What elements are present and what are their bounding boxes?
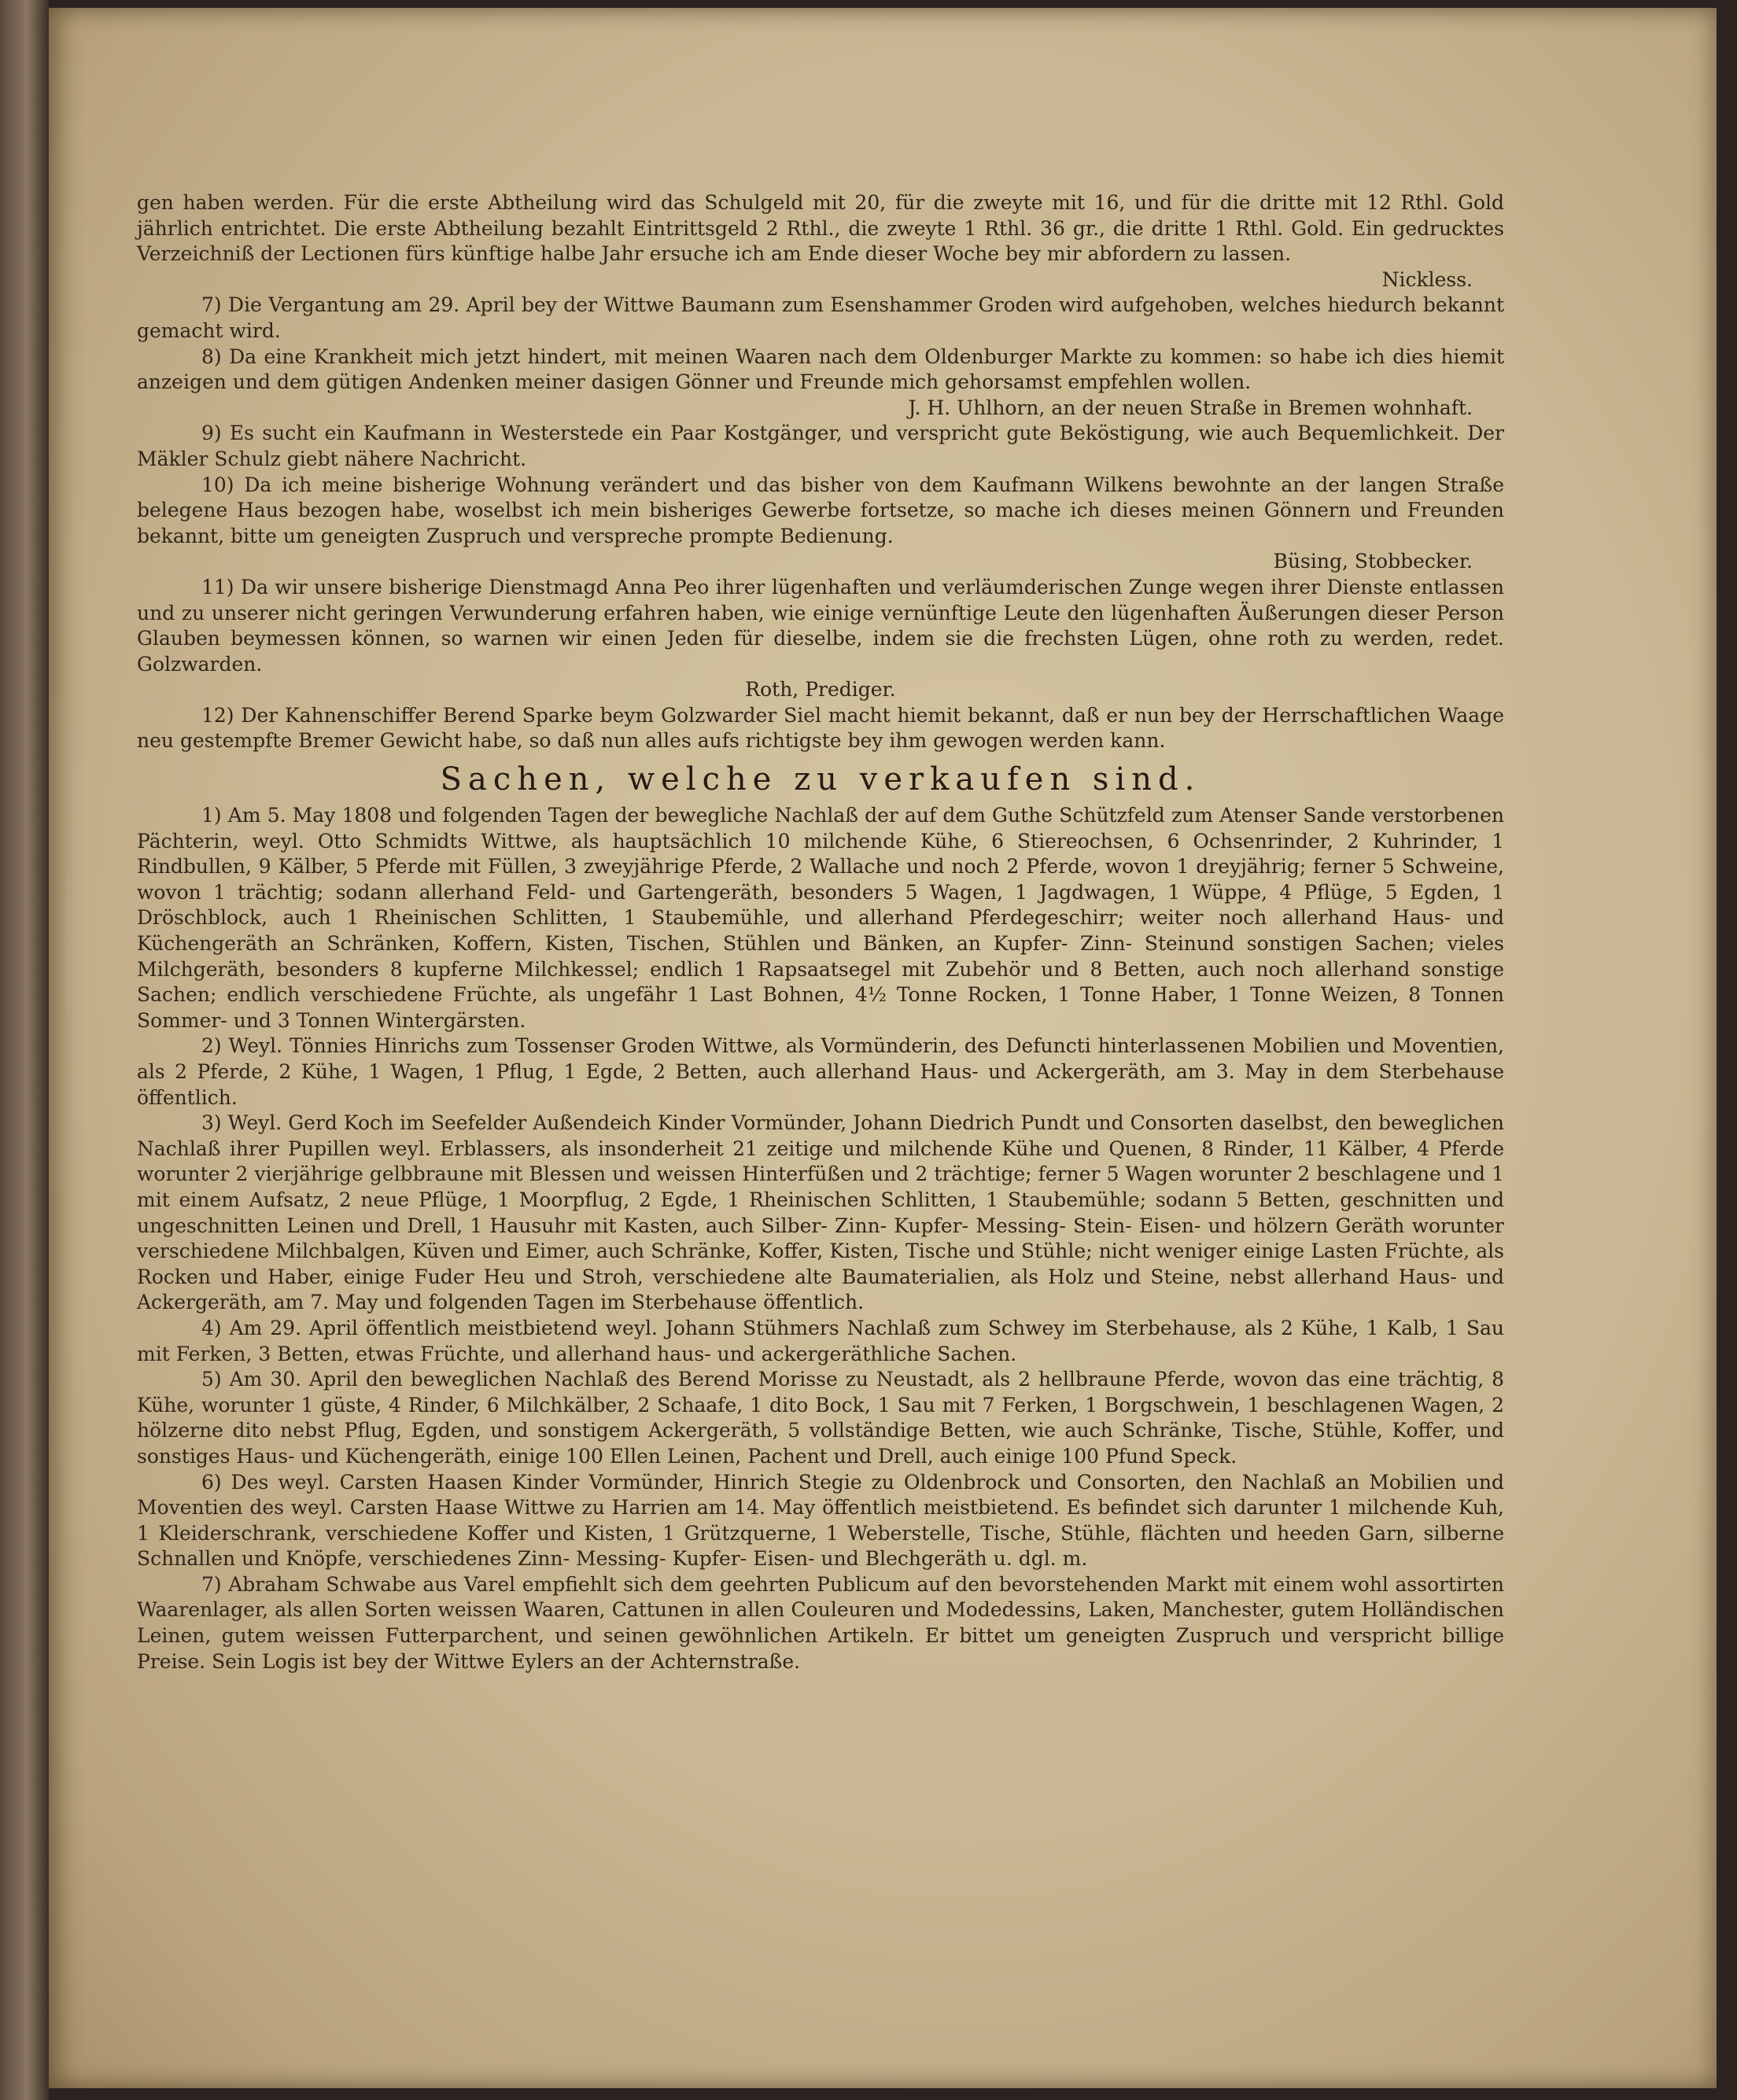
sale-item-7: 7) Abraham Schwabe aus Varel empfiehlt sich dem geehrten Publicum auf den bevorstehenden Markt mit einem wohl assortirten Waarenlager, als allen Sorten weissen Waaren, Cattunen in allen Couleuren und Modedessins, Laken, Manchester, gutem Holländischen Leinen, gutem weissen Futterparchent, und seinen gewöhnlichen Artikeln. Er bittet um geneigten Zuspruch und verspricht billige Preise. Sein Logis ist bey der Wittwe Eylers an der Achternstraße. [137,1572,1504,1673]
sale-item-3: 3) Weyl. Gerd Koch im Seefelder Außendeich Kinder Vormünder, Johann Diedrich Pundt und Consorten daselbst, den beweglichen Nachlaß ihrer Pupillen weyl. Erblassers, als insonderheit 21 zeitige und milchende Kühe und Quenen, 8 Rinder, 11 Kälber, 4 Pferde worunter 2 vierjährige gelbbraune mit Blessen und weissen Hinterfüßen und 2 trächtige; ferner 5 Wagen worunter 2 beschlagene und 1 mit einem Aufsatz, 2 neue Pflüge, 1 Moorpflug, 2 Egde, 1 Rheinischen Schlitten, 1 Staubemühle; sodann 5 Betten, geschnitten und ungeschnitten Leinen und Drell, 1 Hausuhr mit Kasten, auch Silber- Zinn- Kupfer- Messing- Stein- Eisen- und hölzern Geräth worunter verschiedene Milchbalgen, Küven und Eimer, auch Schränke, Koffer, Kisten, Tische und Stühle; nicht weniger einige Lasten Früchte, als Rocken und Haber, einige Fuder Heu und Stroh, verschiedene alte Baumaterialien, als Holz und Steine, nebst allerhand Haus- und Ackergeräth, am 7. May und folgenden Tagen im Sterbehause öffentlich. [137,1111,1504,1314]
signature-uhlhorn: J. H. Uhlhorn, an der neuen Straße in Bremen wohnhaft. [908,396,1473,419]
signature-buesing: Büsing, Stobbecker. [1273,550,1473,573]
left-page-edge [0,0,49,2100]
sale-item-2: 2) Weyl. Tönnies Hinrichs zum Tossenser Groden Wittwe, als Vormünderin, des Defuncti hinterlassenen Mobilien und Moventien, als 2 Pferde, 2 Kühe, 1 Wagen, 1 Pflug, 1 Egde, 2 Betten, auch allerhand Haus- und Ackergeräth, am 3. May in dem Sterbehause öffentlich. [137,1034,1504,1109]
section-heading: Sachen, welche zu verkaufen sind. [440,761,1201,798]
notice-12: 12) Der Kahnenschiffer Berend Sparke beym Golzwarder Siel macht hiemit bekannt, daß er nun bey der Herrschaftlichen Waage neu gestempfte Bremer Gewicht habe, so daß nun alles aufs richtigste bey ihm gewogen werden kann. [137,703,1504,753]
continuation-paragraph: gen haben werden. Für die erste Abtheilung wird das Schulgeld mit 20, für die zweyte mit 16, und für die dritte mit 12 Rthl. Gold jährlich entrichtet. Die erste Abtheilung bezahlt Eintrittsgeld 2 Rthl., die zweyte 1 Rthl. 36 gr., die dritte 1 Rthl. Gold. Ein gedrucktes Verzeichniß der Lectionen fürs künftige halbe Jahr ersuche ich am Ende dieser Woche bey mir abfordern zu lassen. [137,191,1504,266]
notice-11: 11) Da wir unsere bisherige Dienstmagd Anna Peo ihrer lügenhaften und verläumderischen Zunge wegen ihrer Dienste entlassen und zu unserer nicht geringen Verwunderung erfahren haben, wie einige vernünftige Leute den lügenhaften Äußerungen dieser Person Glauben beymessen können, so warnen wir einen Jeden für dieselbe, indem sie die frechsten Lügen, ohne roth zu werden, redet. Golzwarden. [137,575,1504,676]
signature-roth: Roth, Prediger. [745,678,896,702]
signature-nickless: Nickless. [1381,267,1473,291]
sale-item-1: 1) Am 5. May 1808 und folgenden Tagen der bewegliche Nachlaß der auf dem Guthe Schützfeld zum Atenser Sande verstorbenen Pächterin, weyl. Otto Schmidts Wittwe, als hauptsächlich 10 milchende Kühe, 6 Stiereochsen, 6 Ochsenrinder, 2 Kuhrinder, 1 Rindbullen, 9 Kälber, 5 Pferde mit Füllen, 3 zweyjährige Pferde, 2 Wallache und noch 2 Pferde, wovon 1 dreyjährig; ferner 5 Schweine, wovon 1 trächtig; sodann allerhand Feld- und Gartengeräth, besonders 5 Wagen, 1 Jagdwagen, 1 Wüppe, 4 Pflüge, 5 Egden, 1 Dröschblock, auch 1 Rheinischen Schlitten, 1 Staubemühle, und allerhand Pferdegeschirr; weiter noch allerhand Haus- und Küchengeräth an Schränken, Koffern, Kisten, Tischen, Stühlen und Bänken, an Kupfer- Zinn- Steinund sonstigen Sachen; vieles Milchgeräth, besonders 8 kupferne Milchkessel; endlich 1 Rapsaatsegel mit Zubehör und 8 Betten, auch noch allerhand sonstige Sachen; endlich verschiedene Früchte, als ungefähr 1 Last Bohnen, 4½ Tonne Rocken, 1 Tonne Haber, 1 Tonne Weizen, 8 Tonnen Sommer- und 3 Tonnen Wintergärsten. [137,804,1504,1032]
newspaper-page [49,8,1717,2088]
article-text [137,190,1504,1674]
notice-8: 8) Da eine Krankheit mich jetzt hindert, mit meinen Waaren nach dem Oldenburger Markte zu kommen: so habe ich dies hiemit anzeigen und dem gütigen Andenken meiner dasigen Gönner und Freunde mich gehorsamst empfehlen wollen. [137,344,1504,394]
sale-item-5: 5) Am 30. April den beweglichen Nachlaß des Berend Morisse zu Neustadt, als 2 hellbraune Pferde, wovon das eine trächtig, 8 Kühe, worunter 1 güste, 4 Rinder, 6 Milchkälber, 2 Schaafe, 1 dito Bock, 1 Sau mit 7 Ferken, 1 Borgschwein, 1 beschlagenen Wagen, 2 hölzerne dito nebst Pflug, Egden, und sonstigem Ackergeräth, 5 vollständige Betten, wie auch Schränke, Tische, Stühle, Koffer, und sonstiges Haus- und Küchengeräth, einige 100 Ellen Leinen, Pachent und Drell, auch einige 100 Pfund Speck. [137,1368,1504,1468]
sale-item-6: 6) Des weyl. Carsten Haasen Kinder Vormünder, Hinrich Stegie zu Oldenbrock und Consorten, den Nachlaß an Mobilien und Moventien des weyl. Carsten Haase Wittwe zu Harrien am 14. May öffentlich meistbietend. Es befindet sich darunter 1 milchende Kuh, 1 Kleiderschrank, verschiedene Koffer und Kisten, 1 Grützquerne, 1 Weberstelle, Tische, Stühle, flächten und heeden Garn, silberne Schnallen und Knöpfe, verschiedenes Zinn- Messing- Kupfer- Eisen- und Blechgeräth u. dgl. m. [137,1470,1504,1571]
sale-item-4: 4) Am 29. April öffentlich meistbietend weyl. Johann Stühmers Nachlaß zum Schwey im Sterbehause, als 2 Kühe, 1 Kalb, 1 Sau mit Ferken, 3 Betten, etwas Früchte, und allerhand haus- und ackergeräthliche Sachen. [137,1316,1504,1365]
notice-10: 10) Da ich meine bisherige Wohnung verändert und das bisher von dem Kaufmann Wilkens bewohnte an der langen Straße belegene Haus bezogen habe, woselbst ich mein bisheriges Gewerbe fortsetze, so mache ich dieses meinen Gönnern und Freunden bekannt, bitte um geneigten Zuspruch und verspreche prompte Bedienung. [137,473,1504,547]
notice-7: 7) Die Vergantung am 29. April bey der Wittwe Baumann zum Esenshammer Groden wird aufgehoben, welches hiedurch bekannt gemacht wird. [137,293,1504,342]
notice-9: 9) Es sucht ein Kaufmann in Westerstede ein Paar Kostgänger, und verspricht gute Beköstigung, wie auch Bequemlichkeit. Der Mäkler Schulz giebt nähere Nachricht. [137,422,1504,470]
